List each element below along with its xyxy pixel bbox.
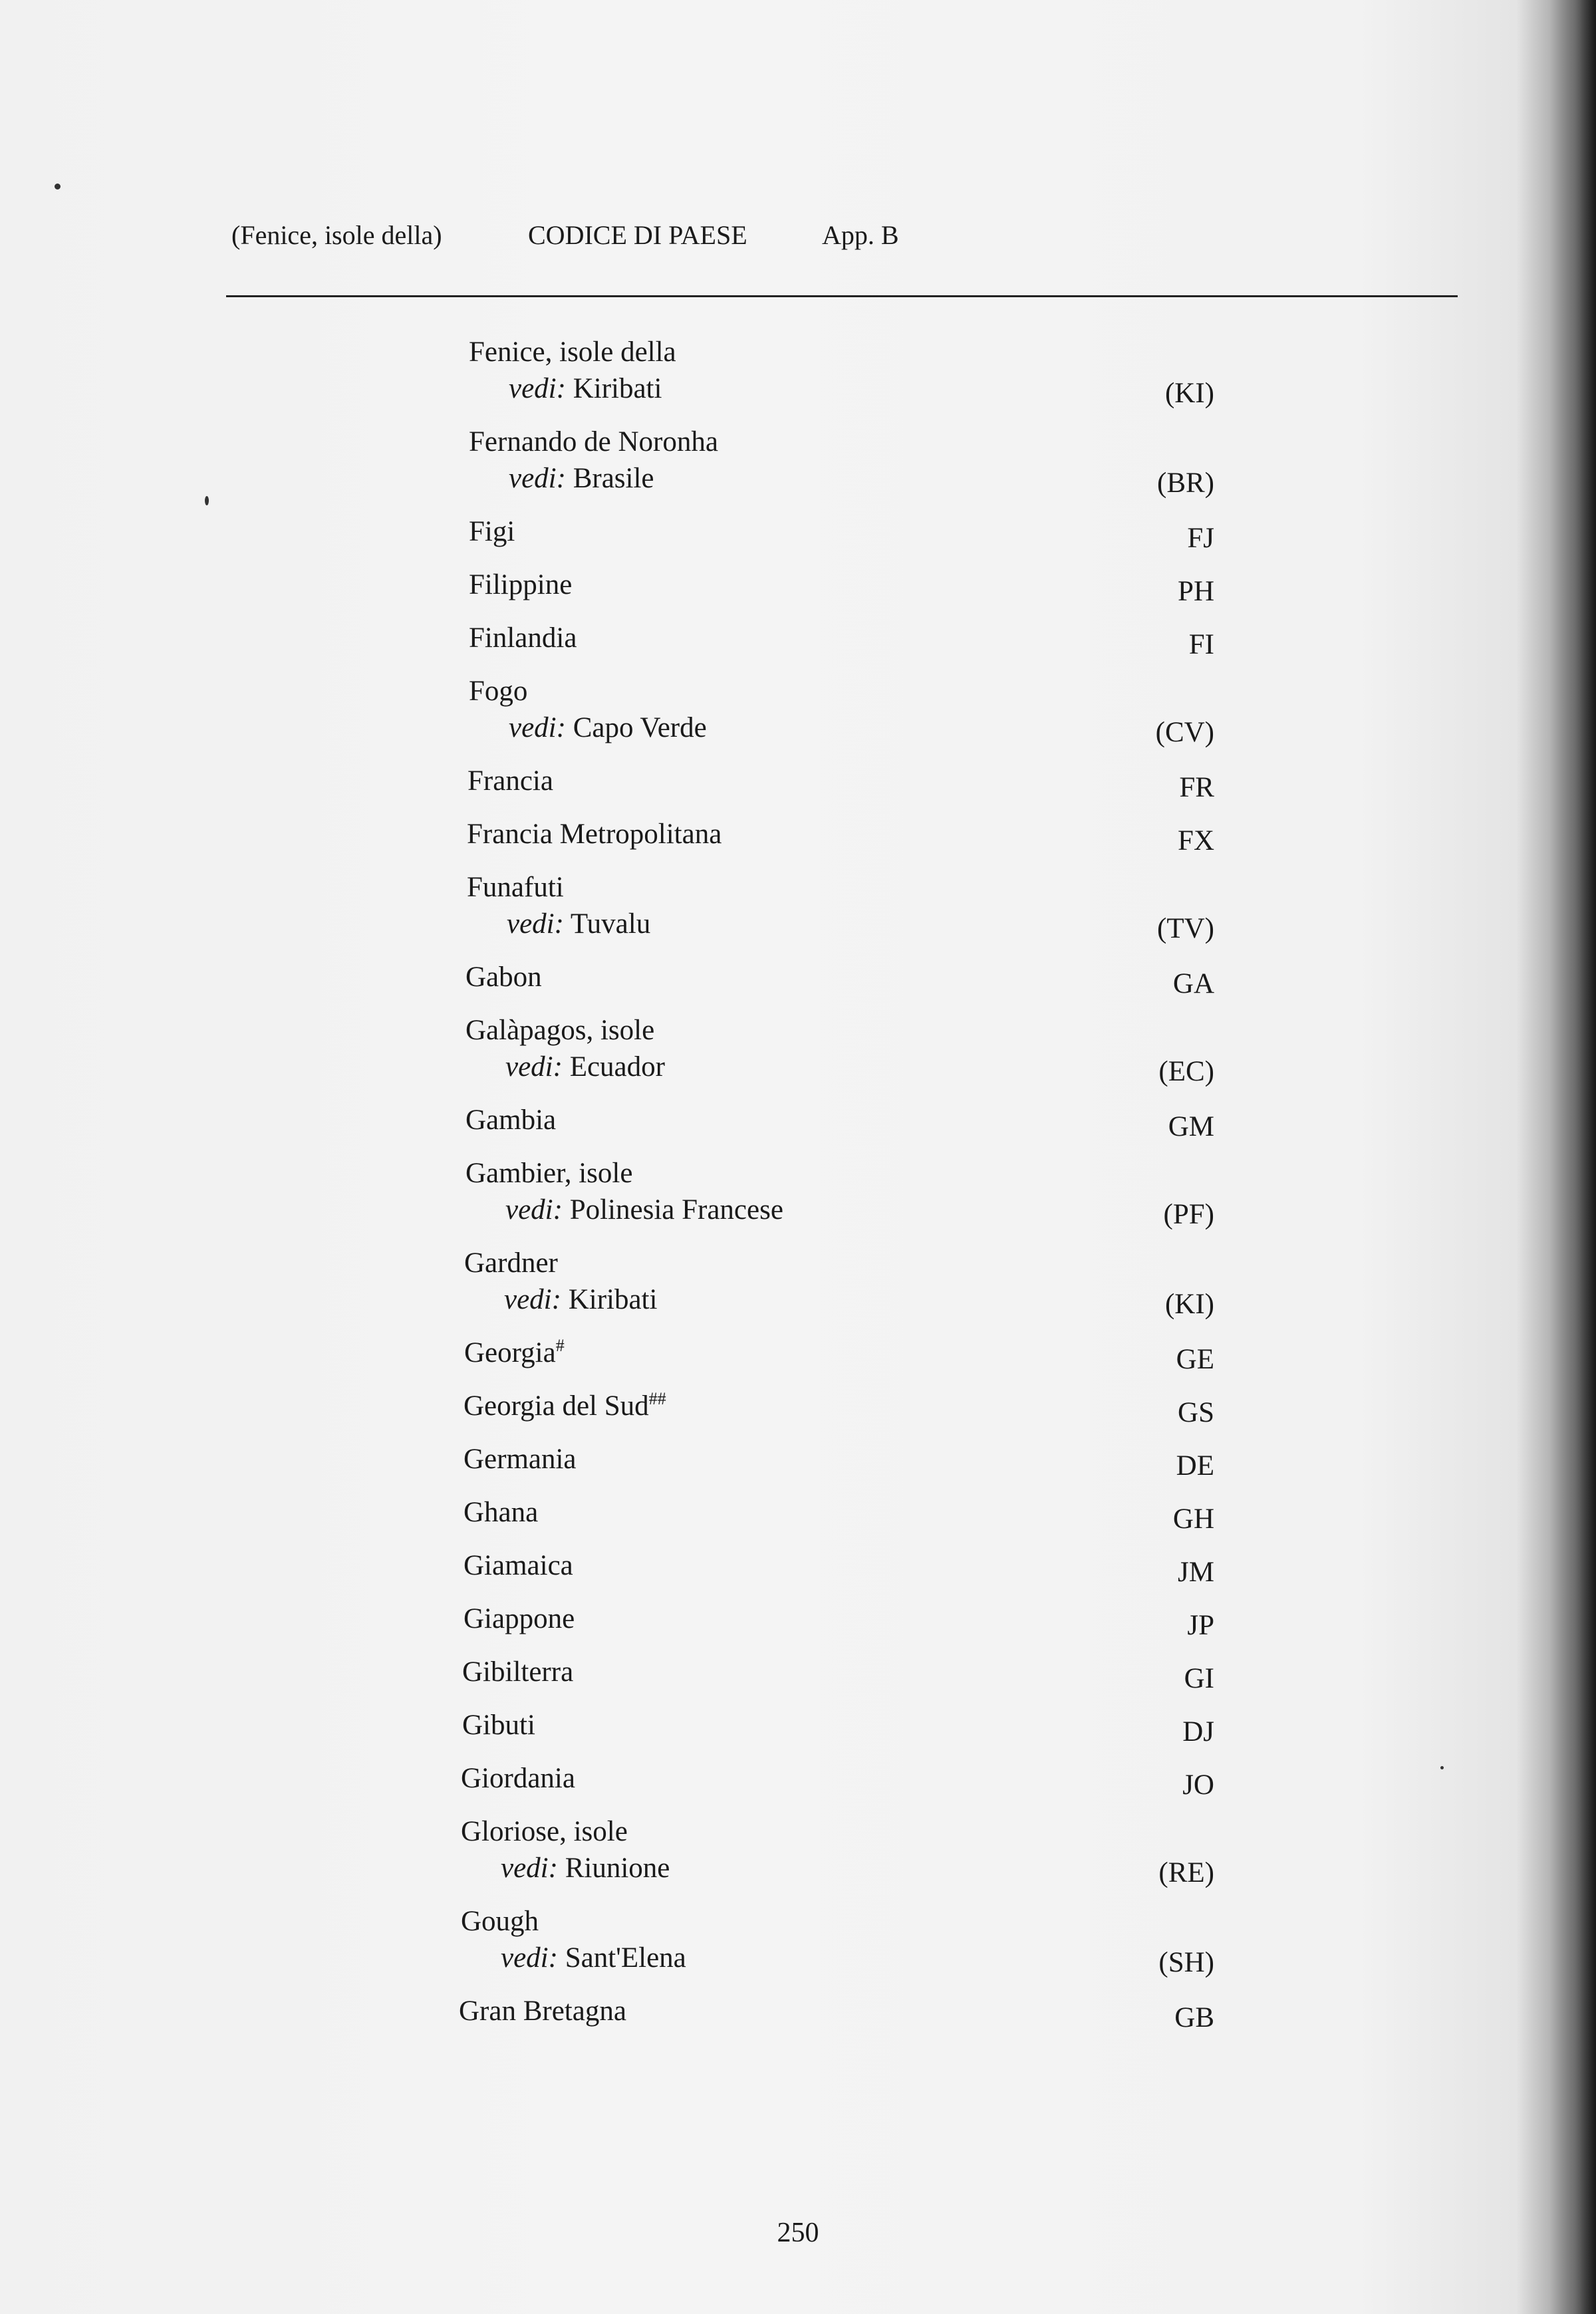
see-label: vedi: <box>501 1942 558 1974</box>
scan-speck <box>55 184 61 190</box>
country-code: GB <box>1174 2002 1214 2033</box>
header-appendix: App. B <box>822 220 899 250</box>
list-item <box>464 1390 1214 1430</box>
list-item <box>469 622 1214 662</box>
country-code: DJ <box>1182 1716 1214 1747</box>
country-code: (BR) <box>1157 467 1214 499</box>
list-item <box>464 1603 1214 1642</box>
country-name: Funafuti <box>467 872 564 903</box>
country-code: (SH) <box>1158 1947 1214 1978</box>
country-code: (TV) <box>1157 913 1214 944</box>
country-name: Filippine <box>469 569 573 600</box>
list-item <box>469 426 1214 505</box>
list-item <box>467 765 1214 805</box>
country-code: FR <box>1179 772 1214 803</box>
list-item <box>459 1995 1214 2035</box>
list-item <box>461 1762 1214 1802</box>
country-code: PH <box>1178 576 1214 607</box>
country-code: (RE) <box>1158 1857 1214 1888</box>
country-code: DE <box>1176 1450 1214 1481</box>
country-name: Germania <box>464 1444 577 1475</box>
country-code: GA <box>1172 968 1214 999</box>
country-name: Georgia# <box>464 1336 565 1368</box>
country-code: FI <box>1188 629 1214 660</box>
see-label: vedi: <box>504 1284 561 1315</box>
country-code: GH <box>1172 1503 1214 1535</box>
country-name: Galàpagos, isole <box>466 1015 655 1046</box>
see-label: vedi: <box>509 373 566 404</box>
list-item <box>466 1014 1214 1094</box>
country-name: Francia Metropolitana <box>467 819 722 850</box>
country-name: Georgia del Sud## <box>464 1389 666 1422</box>
country-name: Fernando de Noronha <box>469 426 718 457</box>
see-label: vedi: <box>509 463 566 494</box>
see-reference: vedi: Kiribati <box>509 373 662 404</box>
country-code: GE <box>1176 1344 1214 1375</box>
country-name: Fogo <box>469 676 528 707</box>
country-code: JO <box>1182 1769 1214 1801</box>
country-name: Giordania <box>461 1763 575 1794</box>
list-item <box>466 1104 1214 1144</box>
country-name: Giamaica <box>464 1550 573 1581</box>
country-name: Gardner <box>464 1247 558 1279</box>
see-reference: vedi: Kiribati <box>504 1284 658 1315</box>
country-name: Fenice, isole della <box>469 336 676 368</box>
see-reference: vedi: Polinesia Francese <box>505 1194 783 1225</box>
list-item <box>464 1496 1214 1536</box>
list-item <box>462 1709 1214 1749</box>
country-code: GM <box>1168 1111 1214 1142</box>
country-name: Giappone <box>464 1603 575 1634</box>
list-item <box>464 1247 1214 1327</box>
header-title: CODICE DI PAESE <box>528 220 747 250</box>
list-item <box>467 871 1214 951</box>
scan-speck <box>205 496 209 505</box>
country-code: (EC) <box>1158 1056 1214 1087</box>
country-code: (KI) <box>1164 1289 1214 1320</box>
country-name: Gambier, isole <box>466 1158 633 1189</box>
list-item <box>464 1443 1214 1483</box>
list-item <box>466 1157 1214 1237</box>
list-item <box>469 515 1214 555</box>
list-item <box>462 1656 1214 1696</box>
list-item <box>464 1549 1214 1589</box>
list-item <box>466 961 1214 1001</box>
see-reference: vedi: Riunione <box>501 1853 670 1884</box>
country-name: Figi <box>469 516 515 547</box>
country-name: Gloriose, isole <box>461 1816 628 1847</box>
see-label: vedi: <box>501 1853 558 1884</box>
see-label: vedi: <box>505 1051 563 1083</box>
country-code: GI <box>1184 1663 1214 1694</box>
page-number: 250 <box>777 2218 819 2248</box>
list-item <box>469 569 1214 608</box>
country-name: Gough <box>461 1906 539 1937</box>
country-name: Gibilterra <box>462 1656 574 1688</box>
see-reference: vedi: Tuvalu <box>507 908 651 940</box>
see-reference: vedi: Brasile <box>509 463 654 494</box>
see-label: vedi: <box>505 1194 563 1225</box>
list-item <box>461 1815 1214 1895</box>
country-code: FJ <box>1187 523 1214 554</box>
scan-speck <box>1440 1766 1444 1769</box>
country-code: (KI) <box>1164 378 1214 409</box>
footnote-mark: # <box>555 1336 565 1355</box>
see-label: vedi: <box>507 908 564 940</box>
country-code: (CV) <box>1155 717 1214 748</box>
country-code: JM <box>1178 1557 1214 1588</box>
header-guide-word: (Fenice, isole della) <box>231 220 442 250</box>
country-name: Francia <box>467 765 553 797</box>
footnote-mark: ## <box>648 1389 666 1408</box>
country-name: Ghana <box>464 1497 539 1528</box>
country-name: Gran Bretagna <box>459 1995 626 2027</box>
see-label: vedi: <box>509 712 566 743</box>
see-reference: vedi: Sant'Elena <box>501 1942 686 1974</box>
country-name: Gibuti <box>462 1710 535 1741</box>
country-code: (PF) <box>1163 1199 1214 1230</box>
list-item <box>469 675 1214 755</box>
country-name: Finlandia <box>469 622 577 654</box>
see-reference: vedi: Capo Verde <box>509 712 707 743</box>
country-code: JP <box>1187 1610 1214 1641</box>
country-name: Gambia <box>466 1104 557 1136</box>
country-name: Gabon <box>466 962 542 993</box>
country-code: GS <box>1178 1397 1214 1428</box>
list-item <box>461 1905 1214 1985</box>
list-item <box>467 818 1214 858</box>
list-item <box>464 1337 1214 1376</box>
see-reference: vedi: Ecuador <box>505 1051 665 1083</box>
list-item <box>469 336 1214 416</box>
country-code: FX <box>1178 825 1214 856</box>
